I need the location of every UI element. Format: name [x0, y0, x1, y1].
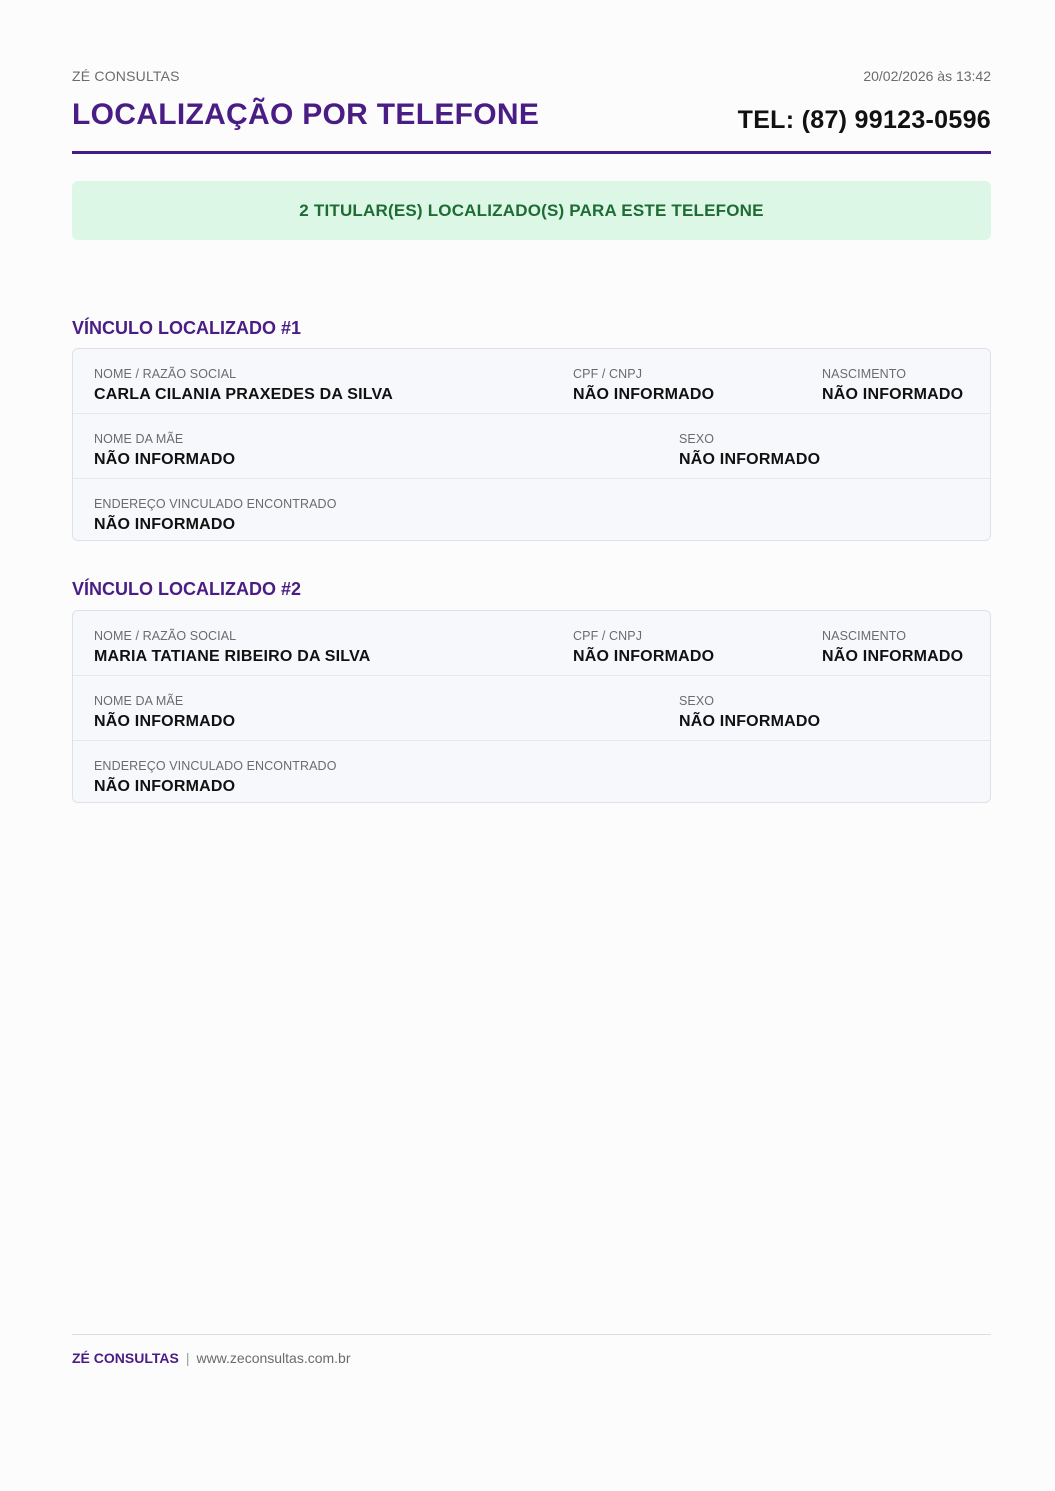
record-1-address-field	[94, 497, 337, 534]
record-2-row-family	[73, 676, 990, 741]
birth-value: NÃO INFORMADO	[822, 648, 964, 665]
footer	[72, 1350, 351, 1366]
doc-label: CPF / CNPJ	[573, 367, 643, 381]
record-1-row-family	[73, 414, 990, 479]
title-divider	[72, 151, 991, 154]
record-2-address-field	[94, 759, 337, 796]
address-label: ENDEREÇO VINCULADO ENCONTRADO	[94, 759, 337, 773]
sex-value: NÃO INFORMADO	[679, 713, 821, 730]
header-brand: ZÉ CONSULTAS	[72, 68, 180, 84]
report-timestamp: 20/02/2026 às 13:42	[863, 68, 991, 84]
name-value: CARLA CILANIA PRAXEDES DA SILVA	[94, 386, 393, 403]
mother-label: NOME DA MÃE	[94, 694, 184, 708]
record-1-row-identity	[73, 349, 990, 414]
record-1-row-address	[73, 479, 990, 540]
record-2-sex-field	[679, 694, 820, 731]
doc-label: CPF / CNPJ	[573, 629, 643, 643]
record-2-row-address	[73, 741, 990, 802]
page-title: LOCALIZAÇÃO POR TELEFONE	[72, 98, 540, 131]
record-2-mother-field	[94, 694, 235, 731]
result-banner-text: 2 TITULAR(ES) LOCALIZADO(S) PARA ESTE TELEFONE	[299, 200, 764, 220]
sex-label: SEXO	[679, 432, 715, 446]
record-1-birth-field	[822, 367, 963, 404]
phone-number: TEL: (87) 99123-0596	[737, 106, 991, 134]
footer-website-link[interactable]: www.zeconsultas.com.br	[196, 1350, 351, 1366]
record-1-doc-field	[573, 367, 714, 404]
doc-value: NÃO INFORMADO	[573, 386, 715, 403]
sex-value: NÃO INFORMADO	[679, 451, 821, 468]
record-2-row-identity	[73, 611, 990, 676]
footer-separator: |	[185, 1350, 190, 1366]
footer-divider	[72, 1334, 991, 1335]
record-1-sex-field	[679, 432, 820, 469]
birth-label: NASCIMENTO	[822, 629, 907, 643]
result-banner	[72, 181, 991, 240]
sex-label: SEXO	[679, 694, 715, 708]
doc-value: NÃO INFORMADO	[573, 648, 715, 665]
record-2-name-field	[94, 629, 371, 666]
name-label: NOME / RAZÃO SOCIAL	[94, 629, 237, 643]
name-value: MARIA TATIANE RIBEIRO DA SILVA	[94, 648, 371, 665]
record-1-name-field	[94, 367, 393, 404]
name-label: NOME / RAZÃO SOCIAL	[94, 367, 237, 381]
record-2-birth-field	[822, 629, 963, 666]
record-2-card	[72, 610, 991, 803]
birth-label: NASCIMENTO	[822, 367, 907, 381]
record-2-doc-field	[573, 629, 714, 666]
mother-value: NÃO INFORMADO	[94, 713, 236, 730]
birth-value: NÃO INFORMADO	[822, 386, 964, 403]
address-value: NÃO INFORMADO	[94, 516, 236, 533]
mother-value: NÃO INFORMADO	[94, 451, 236, 468]
header-title-row	[72, 98, 991, 150]
record-1-title: VÍNCULO LOCALIZADO #1	[72, 318, 302, 338]
footer-brand: ZÉ CONSULTAS	[72, 1350, 179, 1366]
record-2-title: VÍNCULO LOCALIZADO #2	[72, 579, 302, 599]
address-value: NÃO INFORMADO	[94, 778, 236, 795]
header-top-row	[72, 68, 991, 86]
record-1-card	[72, 348, 991, 541]
address-label: ENDEREÇO VINCULADO ENCONTRADO	[94, 497, 337, 511]
record-1-mother-field	[94, 432, 235, 469]
mother-label: NOME DA MÃE	[94, 432, 184, 446]
